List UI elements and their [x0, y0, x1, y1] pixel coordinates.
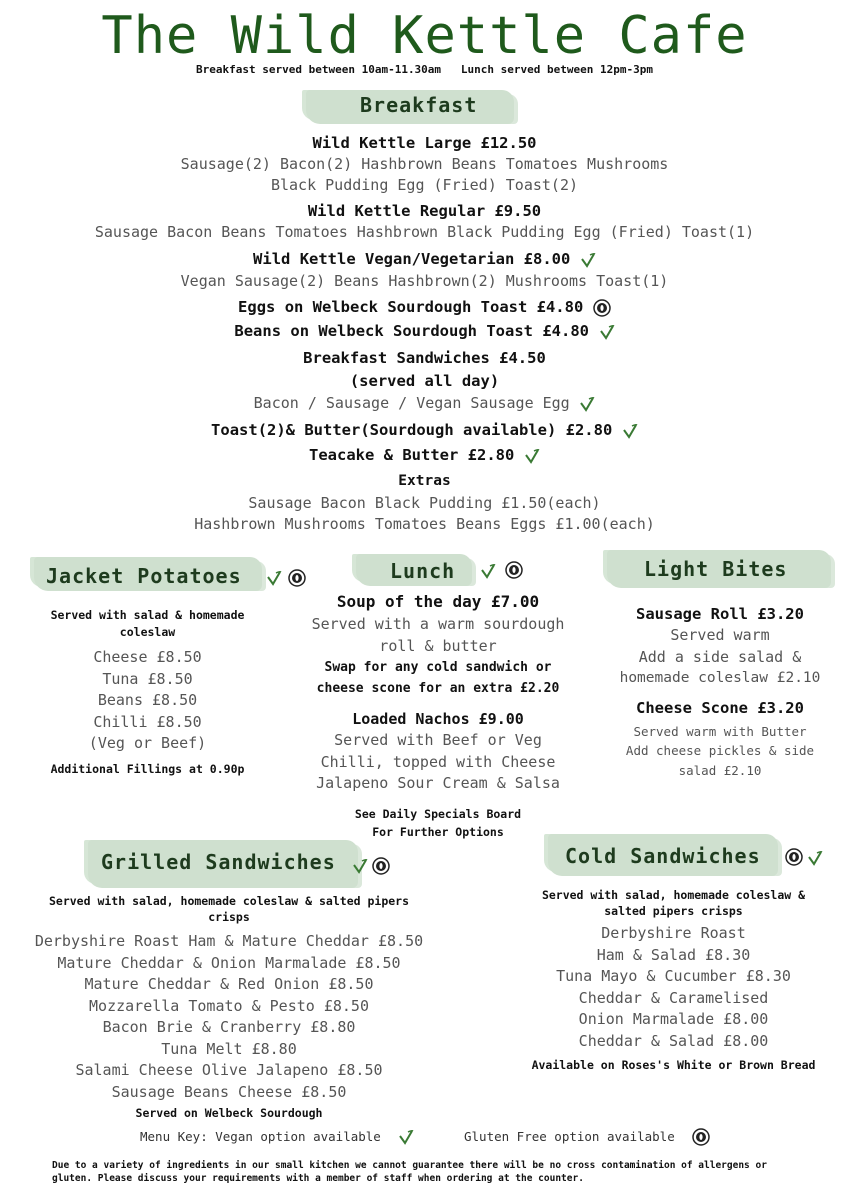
cold-item: Derbyshire Roast: [601, 924, 746, 942]
swap-line2: cheese scone for an extra £2.20: [316, 681, 560, 696]
vegan-check-icon: [807, 850, 823, 866]
grilled-footer: Served on Welbeck Sourdough: [135, 1106, 323, 1120]
grilled-item: Derbyshire Roast Ham & Mature Cheddar £8.50: [34, 932, 424, 950]
vegan-check-icon: [480, 563, 496, 579]
gluten-free-seal-icon: [785, 848, 803, 866]
jacket-heading: Jacket Potatoes: [46, 564, 242, 588]
gluten-free-seal-icon: [692, 1128, 710, 1146]
cheese-scone-title: Cheese Scone £3.20: [636, 698, 804, 717]
nachos-title: Loaded Nachos £9.00: [352, 710, 524, 728]
grilled-note2: crisps: [208, 910, 250, 924]
gluten-free-seal-icon: [505, 561, 523, 579]
wild-kettle-large-desc1: Sausage(2) Bacon(2) Hashbrown Beans Tomatoes Mushrooms: [180, 155, 669, 173]
jacket-note: Served with salad & homemade coleslaw: [50, 608, 245, 639]
extras-line2: Hashbrown Mushrooms Tomatoes Beans Eggs £1.00(each): [194, 515, 655, 533]
wild-kettle-regular-title: Wild Kettle Regular £9.50: [307, 202, 542, 220]
gluten-free-seal-icon: [288, 569, 306, 587]
sausage-roll-desc1: Served warm: [670, 626, 770, 644]
wild-kettle-large-desc2: Black Pudding Egg (Fried) Toast(2): [270, 176, 579, 194]
jacket-item: Cheese £8.50: [93, 648, 202, 666]
cold-note1: Served with salad, homemade coleslaw &: [541, 888, 806, 902]
vegan-check-icon: [524, 448, 540, 464]
disclaimer-line1: Due to a variety of ingredients in our small kitchen we cannot guarantee there will be no cross contamination of allergens or: [52, 1160, 767, 1171]
gluten-free-seal-icon: [372, 857, 390, 875]
grilled-item: Tuna Melt £8.80: [161, 1039, 297, 1058]
grilled-section: [14, 893, 444, 1123]
extras-line1: Sausage Bacon Black Pudding £1.50(each): [248, 494, 601, 512]
cold-footer: Available on Roses's White or Brown Bread: [531, 1058, 816, 1072]
cold-item: Ham & Salad £8.30: [596, 945, 751, 964]
vegan-check-icon: [580, 252, 596, 268]
specials-line2: For Further Options: [372, 824, 504, 839]
jacket-item: (Veg or Beef): [88, 734, 207, 752]
jacket-item: Tuna £8.50: [102, 669, 193, 688]
grilled-item: Salami Cheese Olive Jalapeno £8.50: [75, 1061, 383, 1079]
vegan-check-icon: [622, 423, 638, 439]
beans-row: [0, 319, 849, 343]
grilled-item: Bacon Brie & Cranberry £8.80: [102, 1018, 356, 1036]
soup-desc1: Served with a warm sourdough: [311, 615, 565, 633]
grilled-item: Sausage Beans Cheese £8.50: [111, 1082, 347, 1101]
specials-line1: See Daily Specials Board: [354, 806, 522, 821]
lunch-section: [282, 591, 594, 841]
opening-hours: Breakfast served between 10am-11.30am Lunch served between 12pm-3pm: [196, 63, 653, 76]
cold-item: Cheddar & Caramelised: [578, 988, 769, 1007]
grilled-heading: Grilled Sandwiches: [101, 850, 336, 874]
breakfast-heading: Breakfast: [360, 93, 478, 117]
jacket-item: Chilli £8.50: [93, 712, 202, 731]
cold-section: [512, 887, 835, 1075]
wild-kettle-large-title: Wild Kettle Large £12.50: [312, 134, 537, 152]
eggs-row: [0, 295, 849, 319]
cold-heading: Cold Sandwiches: [565, 844, 761, 868]
wild-kettle-vegan-desc: Vegan Sausage(2) Beans Hashbrown(2) Mushrooms Toast(1): [180, 272, 669, 290]
disclaimer-line2: gluten. Please discuss your requirements with a member of staff when ordering at the counter.: [52, 1173, 584, 1184]
swap-line1: Swap for any cold sandwich or: [324, 660, 552, 675]
vegan-check-icon: [579, 396, 595, 412]
teacake-and-butter: Teacake & Butter £2.80: [309, 446, 515, 464]
cheese-scone-desc3: salad £2.10: [678, 762, 762, 778]
wild-kettle-regular-desc: Sausage Bacon Beans Tomatoes Hashbrown Black Pudding Egg (Fried) Toast(1): [94, 223, 755, 241]
soup-desc2: roll & butter: [379, 637, 497, 655]
grilled-item: Mature Cheddar & Onion Marmalade £8.50: [57, 953, 401, 972]
cheese-scone-desc1: Served warm with Butter: [633, 723, 807, 739]
menu-key-vegan: [140, 1126, 414, 1145]
breakfast-section: [0, 132, 849, 535]
cold-item: Tuna Mayo & Cucumber £8.30: [556, 967, 791, 985]
gluten-free-seal-icon: [593, 299, 611, 317]
breakfast-sandwiches-desc: Bacon / Sausage / Vegan Sausage Egg: [253, 394, 570, 412]
vegan-check-icon: [352, 858, 368, 874]
menu-key-vegan-label: Menu Key: Vegan option available: [140, 1129, 381, 1144]
beans-on-toast: Beans on Welbeck Sourdough Toast £4.80: [234, 322, 589, 340]
cheese-scone-desc2: Add cheese pickles & side: [625, 743, 815, 758]
cafe-title: The Wild Kettle Cafe: [101, 6, 748, 66]
menu-key-gf-label: Gluten Free option available: [464, 1129, 675, 1144]
jacket-item: Beans £8.50: [97, 691, 198, 709]
nachos-desc3: Jalapeno Sour Cream & Salsa: [316, 774, 560, 792]
wild-kettle-vegan-row: [0, 247, 849, 271]
soup-title: Soup of the day £7.00: [336, 592, 540, 611]
grilled-item: Mature Cheddar & Red Onion £8.50: [84, 975, 374, 993]
sausage-roll-desc3: homemade coleslaw £2.10: [619, 670, 821, 686]
toast-row: [0, 417, 849, 443]
breakfast-sandwiches-title: Breakfast Sandwiches £4.50: [303, 349, 546, 367]
menu-key-gf: [464, 1126, 710, 1146]
cold-item: Cheddar & Salad £8.00: [578, 1031, 769, 1050]
cold-note2: salted pipers crisps: [604, 904, 743, 918]
vegan-check-icon: [266, 570, 282, 586]
breakfast-sandwiches-row: [0, 392, 849, 414]
sausage-roll-title: Sausage Roll £3.20: [636, 605, 804, 623]
nachos-desc2: Chilli, topped with Cheese: [320, 752, 556, 771]
light-bites-heading: Light Bites: [644, 557, 788, 581]
grilled-item: Mozzarella Tomato & Pesto £8.50: [89, 996, 369, 1015]
jacket-footer: Additional Fillings at 0.90p: [50, 761, 245, 776]
toast-and-butter: Toast(2)& Butter(Sourdough available) £2.80: [211, 421, 613, 439]
extras-title: Extras: [398, 473, 451, 489]
nachos-desc1: Served with Beef or Veg: [334, 731, 542, 749]
teacake-row: [0, 443, 849, 467]
breakfast-sandwiches-sub: (served all day): [349, 372, 500, 390]
vegan-check-icon: [599, 324, 615, 340]
sausage-roll-desc2: Add a side salad &: [638, 647, 802, 666]
wild-kettle-vegan-title: Wild Kettle Vegan/Vegetarian £8.00: [253, 250, 571, 268]
light-bites-section: [597, 603, 843, 780]
vegan-check-icon: [398, 1129, 414, 1145]
eggs-on-toast: Eggs on Welbeck Sourdough Toast £4.80: [238, 298, 584, 316]
allergen-disclaimer: [52, 1159, 812, 1185]
lunch-heading: Lunch: [390, 559, 456, 583]
cold-item: Onion Marmalade £8.00: [578, 1010, 769, 1028]
jacket-section: [20, 607, 275, 779]
grilled-note1: Served with salad, homemade coleslaw & salted pipers: [48, 894, 410, 908]
